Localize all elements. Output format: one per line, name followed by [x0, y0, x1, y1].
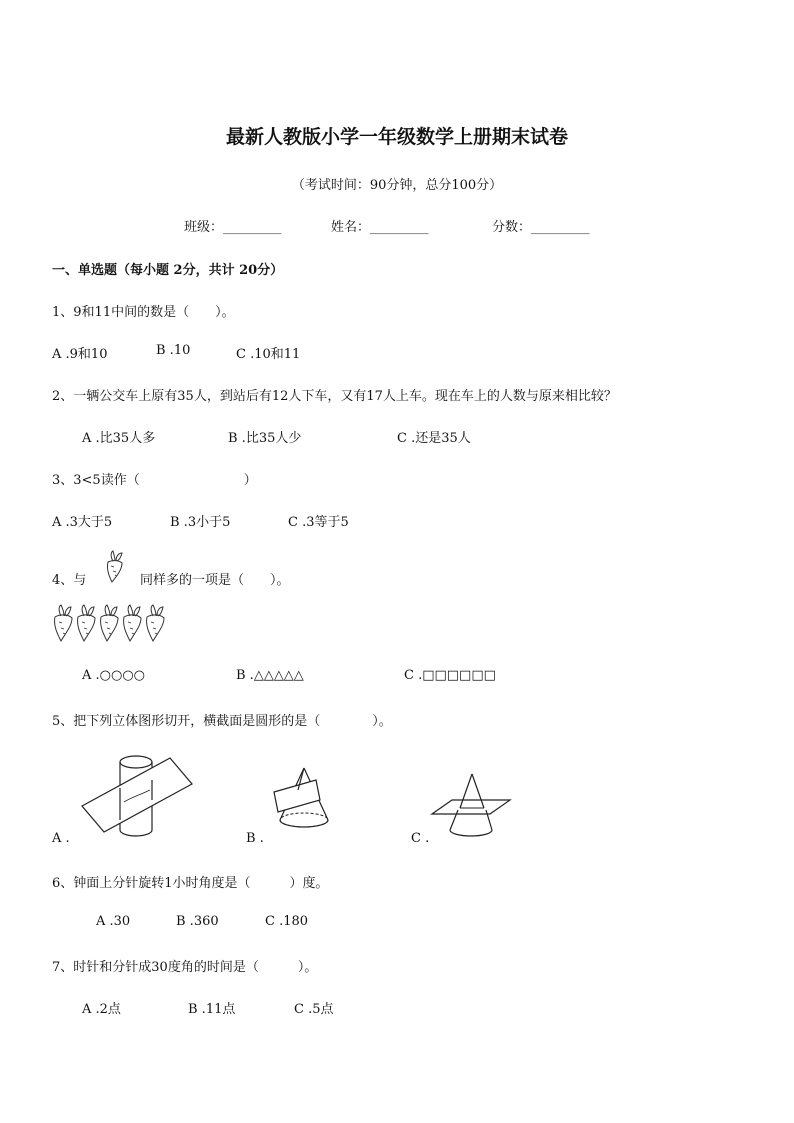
question-7-option-a[interactable]: A .2点 [82, 1002, 121, 1017]
question-4-option-a[interactable]: A .○○○○ [82, 668, 146, 683]
question-2-option-a[interactable]: A .比35人多 [82, 431, 156, 446]
score-field[interactable]: 分数：_________ [492, 220, 590, 235]
question-5-option-c[interactable]: C . [411, 831, 430, 846]
page-title: 最新人教版小学一年级数学上册期末试卷 [225, 126, 568, 148]
question-6-option-b[interactable]: B .360 [176, 914, 219, 929]
carrot-icon [78, 605, 95, 641]
question-1-option-b[interactable]: B .10 [156, 343, 191, 358]
name-field[interactable]: 姓名：_________ [331, 220, 429, 235]
question-2-option-b[interactable]: B .比35人少 [228, 431, 302, 446]
question-3: 3、3<5读作（ ） [52, 473, 257, 488]
carrot-icon [101, 605, 118, 641]
question-7-option-c[interactable]: C .5点 [294, 1002, 334, 1017]
question-5-option-a[interactable]: A . [52, 831, 70, 846]
question-4-text: 同样多的一项是（ ）。 [140, 573, 290, 588]
question-4-prefix: 4、与 [52, 573, 87, 588]
question-2: 2、一辆公交车上原有35人，到站后有12人下车，又有17人上车。现在车上的人数与原来相比较？ [52, 389, 617, 404]
carrot-group [52, 604, 168, 644]
carrot-icon [124, 605, 141, 641]
question-4-option-c[interactable]: C .□□□□□□ [404, 668, 496, 683]
exam-subtitle: （考试时间：90分钟，总分100分） [291, 178, 503, 193]
question-3-option-b[interactable]: B .3小于5 [170, 515, 231, 530]
cone-horizontal-cut-figure [430, 772, 512, 842]
cone-vertical-cut-figure [268, 766, 344, 838]
carrot-icon [104, 550, 126, 584]
question-3-option-a[interactable]: A .3大于5 [52, 515, 113, 530]
question-4-option-b[interactable]: B .△△△△△ [236, 668, 304, 683]
question-2-option-c[interactable]: C .还是35人 [397, 431, 471, 446]
question-6-option-a[interactable]: A .30 [96, 914, 131, 929]
question-3-option-c[interactable]: C .3等于5 [288, 515, 349, 530]
question-1-option-c[interactable]: C .10和11 [236, 347, 301, 362]
carrot-icon [147, 605, 164, 641]
question-7: 7、时针和分针成30度角的时间是（ ）。 [52, 960, 318, 975]
cylinder-figure [80, 750, 200, 842]
question-6: 6、钟面上分针旋转1小时角度是（ ）度。 [52, 876, 329, 891]
question-1: 1、9和11中间的数是（ ）。 [52, 305, 235, 320]
question-5: 5、把下列立体图形切开，横截面是圆形的是（ ）。 [52, 714, 392, 729]
class-field[interactable]: 班级：_________ [184, 220, 282, 235]
carrot-icon [55, 605, 72, 641]
question-6-option-c[interactable]: C .180 [265, 914, 309, 929]
question-7-option-b[interactable]: B .11点 [188, 1002, 236, 1017]
question-5-option-b[interactable]: B . [246, 831, 264, 846]
section-heading: 一、单选题（每小题 2分，共计 20分） [52, 263, 284, 278]
question-1-option-a[interactable]: A .9和10 [52, 347, 108, 362]
